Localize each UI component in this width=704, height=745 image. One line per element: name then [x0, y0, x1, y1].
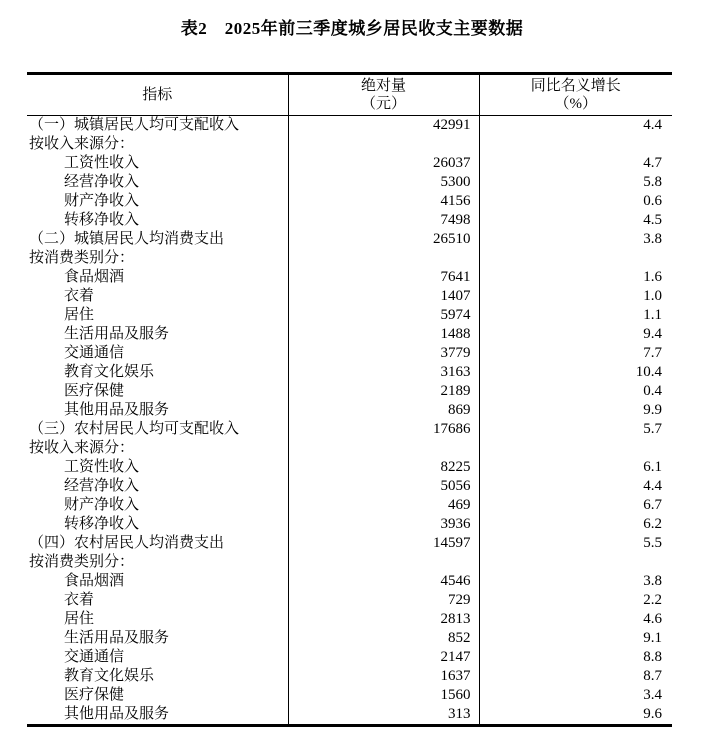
row-growth: 4.7 [479, 154, 672, 173]
row-value: 3936 [288, 515, 479, 534]
row-label: 转移净收入 [64, 212, 140, 228]
table-row [27, 629, 672, 648]
row-label: 交通通信 [64, 345, 125, 361]
table-row [27, 534, 672, 553]
row-growth: 0.6 [479, 192, 672, 211]
row-value [288, 439, 479, 458]
row-label: 财产净收入 [64, 497, 140, 513]
row-growth: 3.4 [479, 686, 672, 705]
table-row [27, 268, 672, 287]
row-label: 财产净收入 [64, 193, 140, 209]
row-label: 经营净收入 [64, 174, 140, 190]
table-row [27, 458, 672, 477]
row-value: 852 [288, 629, 479, 648]
row-growth: 0.4 [479, 382, 672, 401]
row-growth: 4.5 [479, 211, 672, 230]
row-label: 转移净收入 [64, 516, 140, 532]
row-label: （二）城镇居民人均消费支出 [29, 231, 225, 247]
row-growth: 9.4 [479, 325, 672, 344]
row-label: 医疗保健 [64, 383, 125, 399]
table-row [27, 667, 672, 686]
row-label: 工资性收入 [64, 459, 140, 475]
table-row [27, 572, 672, 591]
table-row [27, 363, 672, 382]
row-label: 居住 [64, 307, 95, 323]
row-value: 2147 [288, 648, 479, 667]
table-row [27, 515, 672, 534]
table-row [27, 420, 672, 439]
row-growth: 9.6 [479, 705, 672, 726]
row-value: 1488 [288, 325, 479, 344]
table-row [27, 135, 672, 154]
row-label: 其他用品及服务 [64, 402, 170, 418]
row-growth: 9.1 [479, 629, 672, 648]
row-label: 按收入来源分： [29, 440, 135, 456]
row-label: 生活用品及服务 [64, 326, 170, 342]
table-row [27, 439, 672, 458]
row-growth: 1.0 [479, 287, 672, 306]
table-row [27, 116, 672, 136]
row-label: （一）城镇居民人均可支配收入 [29, 117, 240, 133]
row-label: 教育文化娱乐 [64, 364, 155, 380]
row-value: 313 [288, 705, 479, 726]
row-label: 工资性收入 [64, 155, 140, 171]
row-value: 5974 [288, 306, 479, 325]
table-row [27, 591, 672, 610]
row-value [288, 249, 479, 268]
row-value: 2813 [288, 610, 479, 629]
row-label: 按消费类别分： [29, 250, 135, 266]
row-growth: 5.8 [479, 173, 672, 192]
table-row [27, 344, 672, 363]
row-value: 26037 [288, 154, 479, 173]
row-label: 生活用品及服务 [64, 630, 170, 646]
row-label: 衣着 [64, 592, 95, 608]
row-label: 按收入来源分： [29, 136, 135, 152]
table-row [27, 325, 672, 344]
table-row [27, 287, 672, 306]
row-label: 教育文化娱乐 [64, 668, 155, 684]
row-growth: 6.1 [479, 458, 672, 477]
table-row [27, 306, 672, 325]
row-growth: 6.7 [479, 496, 672, 515]
header-absolute-line2: （元） [360, 96, 406, 112]
table-row [27, 249, 672, 268]
header-growth-line1: 同比名义增长 [530, 78, 621, 94]
row-label: 居住 [64, 611, 95, 627]
row-growth: 1.1 [479, 306, 672, 325]
row-value: 7498 [288, 211, 479, 230]
row-value: 8225 [288, 458, 479, 477]
header-absolute-line1: 绝对量 [360, 78, 406, 94]
row-growth: 7.7 [479, 344, 672, 363]
row-growth: 9.9 [479, 401, 672, 420]
table-row [27, 477, 672, 496]
row-label: 食品烟酒 [64, 269, 125, 285]
row-value: 17686 [288, 420, 479, 439]
row-value: 7641 [288, 268, 479, 287]
table-row [27, 686, 672, 705]
table-row [27, 553, 672, 572]
row-value: 5300 [288, 173, 479, 192]
row-growth: 3.8 [479, 572, 672, 591]
row-growth: 5.5 [479, 534, 672, 553]
row-growth [479, 249, 672, 268]
row-value: 1560 [288, 686, 479, 705]
table-row [27, 610, 672, 629]
row-label: （四）农村居民人均消费支出 [29, 535, 225, 551]
page-title: 表2 2025年前三季度城乡居民收支主要数据 [180, 19, 524, 38]
row-label: 交通通信 [64, 649, 125, 665]
header-absolute [288, 74, 479, 116]
row-label: 经营净收入 [64, 478, 140, 494]
row-growth: 8.8 [479, 648, 672, 667]
table-row [27, 648, 672, 667]
row-value: 26510 [288, 230, 479, 249]
row-growth: 6.2 [479, 515, 672, 534]
row-value: 3163 [288, 363, 479, 382]
row-growth [479, 135, 672, 154]
header-indicator: 指标 [27, 74, 288, 116]
row-growth: 3.8 [479, 230, 672, 249]
row-value: 4156 [288, 192, 479, 211]
row-growth: 4.6 [479, 610, 672, 629]
row-label: 衣着 [64, 288, 95, 304]
table-row [27, 154, 672, 173]
header-row [27, 74, 672, 116]
row-value: 469 [288, 496, 479, 515]
table-row [27, 401, 672, 420]
table-row [27, 211, 672, 230]
row-value [288, 135, 479, 154]
row-growth [479, 553, 672, 572]
row-value [288, 553, 479, 572]
row-value: 14597 [288, 534, 479, 553]
row-growth: 8.7 [479, 667, 672, 686]
table-row [27, 382, 672, 401]
row-label: 按消费类别分： [29, 554, 135, 570]
row-growth: 1.6 [479, 268, 672, 287]
row-label: 食品烟酒 [64, 573, 125, 589]
row-value: 729 [288, 591, 479, 610]
row-value: 1407 [288, 287, 479, 306]
row-value: 3779 [288, 344, 479, 363]
row-growth: 4.4 [479, 116, 672, 136]
row-growth: 10.4 [479, 363, 672, 382]
table-body [27, 116, 672, 726]
table-row [27, 173, 672, 192]
table-header [27, 74, 672, 116]
row-value: 1637 [288, 667, 479, 686]
table-row [27, 230, 672, 249]
row-value: 4546 [288, 572, 479, 591]
row-label: （三）农村居民人均可支配收入 [29, 421, 240, 437]
income-expenditure-table [27, 72, 672, 727]
row-value: 2189 [288, 382, 479, 401]
row-growth: 2.2 [479, 591, 672, 610]
row-value: 869 [288, 401, 479, 420]
header-growth [479, 74, 672, 116]
table-row [27, 496, 672, 515]
header-growth-line2: （%） [554, 96, 597, 112]
row-value: 5056 [288, 477, 479, 496]
row-growth: 4.4 [479, 477, 672, 496]
row-label: 其他用品及服务 [64, 706, 170, 722]
row-label: 医疗保健 [64, 687, 125, 703]
row-growth [479, 439, 672, 458]
table-row [27, 705, 672, 726]
table-row [27, 192, 672, 211]
row-value: 42991 [288, 116, 479, 136]
row-growth: 5.7 [479, 420, 672, 439]
